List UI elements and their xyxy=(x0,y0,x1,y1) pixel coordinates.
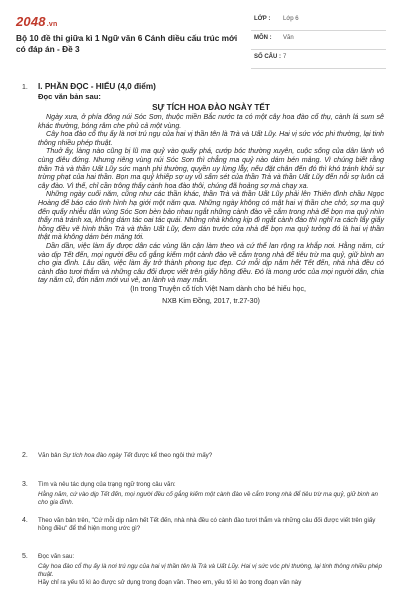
story-paragraph: Thuở ấy, làng nào cũng bị lũ ma quỷ vào quấy phá, cướp bóc thường xuyên, cuộc sống của dân lành vô cùng điêu đứng. Nhưng riêng vùng núi Sóc Sơn thì chẳng ma quỷ nào dám bén mảng. Vì chúng biết rằng thần Trà và thần Uất Lũy sức mạnh phi thường, quyền uy lừng lẫy, nếu đặt chân đến đó thì khó tránh khỏi sự trừng phạt của hai thần. Bọn ma quỷ khiếp sợ uy vũ sấm sét của thần Trà và thần Uất Lũy đến nỗi sợ luôn cả cây đào. Vì thế, chỉ cần trông thấy cành hoa đào thôi, chúng đã hoảng sợ mà chạy xa. xyxy=(38,147,384,190)
question-5-text: Đọc văn sau: xyxy=(38,553,75,560)
question-2-story-name: Sự tích hoa đào ngày Tết xyxy=(62,452,133,459)
question-2-text-start: Văn bản xyxy=(38,452,63,459)
document-title: Bộ 10 đề thi giữa kì 1 Ngữ văn 6 Cánh diều cấu trúc mới có đáp án - Đề 3 xyxy=(16,33,238,54)
meta-class-label: LỚP : xyxy=(254,16,271,22)
document-meta-table xyxy=(251,12,386,69)
meta-count-value: 7 xyxy=(283,54,287,60)
meta-count-label: SỐ CÂU : xyxy=(254,54,281,60)
question-5-quote: Cây hoa đào cổ thụ ấy là nơi trú ngụ của hai vị thần tên là Trà và Uất Lũy. Hai vị sức vóc phi thường, lại tinh thông nhiều phép thuật. xyxy=(38,563,382,578)
meta-row-class xyxy=(251,12,386,31)
meta-row-count xyxy=(251,50,386,69)
story-paragraph: Ngày xưa, ở phía đông núi Sóc Sơn, thuộc miền Bắc nước ta có một cây hoa đào cổ thụ, cành lá sum sê khác thường, bóng râm che phủ cả một vùng. xyxy=(38,113,384,130)
story-paragraph: Cây hoa đào cổ thụ ấy là nơi trú ngụ của hai vị thần tên là Trà và Uất Lũy. Hai vị sức vóc phi thường, lại tinh thông nhiều phép thuật. xyxy=(38,130,384,147)
meta-subject-value: Văn xyxy=(283,35,294,41)
question-5-tail: Hãy chỉ ra yếu tố kì ảo được sử dụng trong đoạn văn. Theo em, yếu tố kì ảo trong đoạn văn này xyxy=(38,579,302,586)
reading-section xyxy=(38,82,384,306)
question-number-4: 4. xyxy=(22,517,28,524)
question-3 xyxy=(38,481,384,507)
question-5 xyxy=(38,553,384,587)
question-2 xyxy=(38,452,384,460)
story-title: SỰ TÍCH HOA ĐÀO NGÀY TẾT xyxy=(152,103,270,112)
meta-row-subject xyxy=(251,31,386,50)
question-2-text-end: được kể theo ngôi thứ mấy? xyxy=(132,452,213,459)
question-number-2: 2. xyxy=(22,452,28,459)
page-header xyxy=(0,0,400,74)
question-number-3: 3. xyxy=(22,481,28,488)
story-source-line-2: NXB Kim Đồng, 2017, tr.27-30) xyxy=(162,296,260,305)
section-heading: I. PHẦN ĐỌC - HIỂU (4,0 điểm) xyxy=(38,82,156,91)
question-3-quote: Hằng năm, cứ vào dịp Tết đến, mọi người đều cố gắng kiếm một cành đào về cắm trong nhà để tiêu trừ ma quỷ, giữ bình an cho gia đình. xyxy=(38,491,378,506)
story-source-line-1: (In trong Truyện cổ tích Việt Nam dành cho bé hiếu học, xyxy=(130,284,306,293)
question-number-5: 5. xyxy=(22,553,28,560)
story-paragraph: Dần dần, việc làm ấy được dân các vùng lân cận làm theo và cứ thế lan rộng ra khắp nơi. Hằng năm, cứ vào dịp Tết đến, mọi người đều cố gắng kiếm một cành đào về cắm trong nhà để tiêu trừ ma quỷ, giữ bình an cho gia đình. Lâu dần, việc làm ấy trở thành phong tục đẹp. Cứ mỗi dịp năm hết Tết đến, nhà nhà đều có cành đào tươi thắm và những câu đối được viết trên giấy hồng điều. Đó là mong ước của mọi người dân, chia tay năm cũ, đón năm mới vui vẻ, an lành và may mắn. xyxy=(38,241,384,285)
question-4 xyxy=(38,517,384,533)
story-paragraph: Những ngày cuối năm, cũng như các thần khác, thần Trà và thần Uất Lũy phải lên Thiên đình chầu Ngọc Hoàng để báo cáo tình hình hạ giới một năm qua. Những ngày không có mặt hai vị thần che chở, sợ ma quỷ đến quấy nhiễu dân vùng Sóc Sơn bèn bảo nhau ngắt những cành đào về cắm trong nhà để bọn ma quỷ nhìn thấy mà tránh xa, không dám tác oai tác quái. Những nhà không kịp đi ngắt cành đào thì nghĩ ra cách lấy giấy hồng điều vẽ hình thần Trà và thần Uất Lũy, đem dán trước cửa nhà để bọn ma quỷ tưởng đó là hai vị thần thật mà không dám bén mảng tới. xyxy=(38,190,384,242)
question-3-text: Tìm và nêu tác dụng của trạng ngữ trong câu văn: xyxy=(38,481,176,488)
meta-class-value: Lớp 6 xyxy=(283,16,299,22)
logo-suffix: .vn xyxy=(46,21,58,28)
question-number-1: 1. xyxy=(22,84,28,91)
question-4-text: Theo văn bản trên, "Cứ mỗi dịp năm hết Tết đến, nhà nhà đều có cành đào tươi thắm và những câu đối được viết trên giấy hồng điều" để thể hiện mong ước gì? xyxy=(38,517,376,532)
section-subheading: Đọc văn bản sau: xyxy=(38,92,101,101)
site-logo[interactable] xyxy=(16,14,57,29)
logo-text: 2048 xyxy=(16,14,46,29)
meta-subject-label: MÔN : xyxy=(254,35,272,41)
